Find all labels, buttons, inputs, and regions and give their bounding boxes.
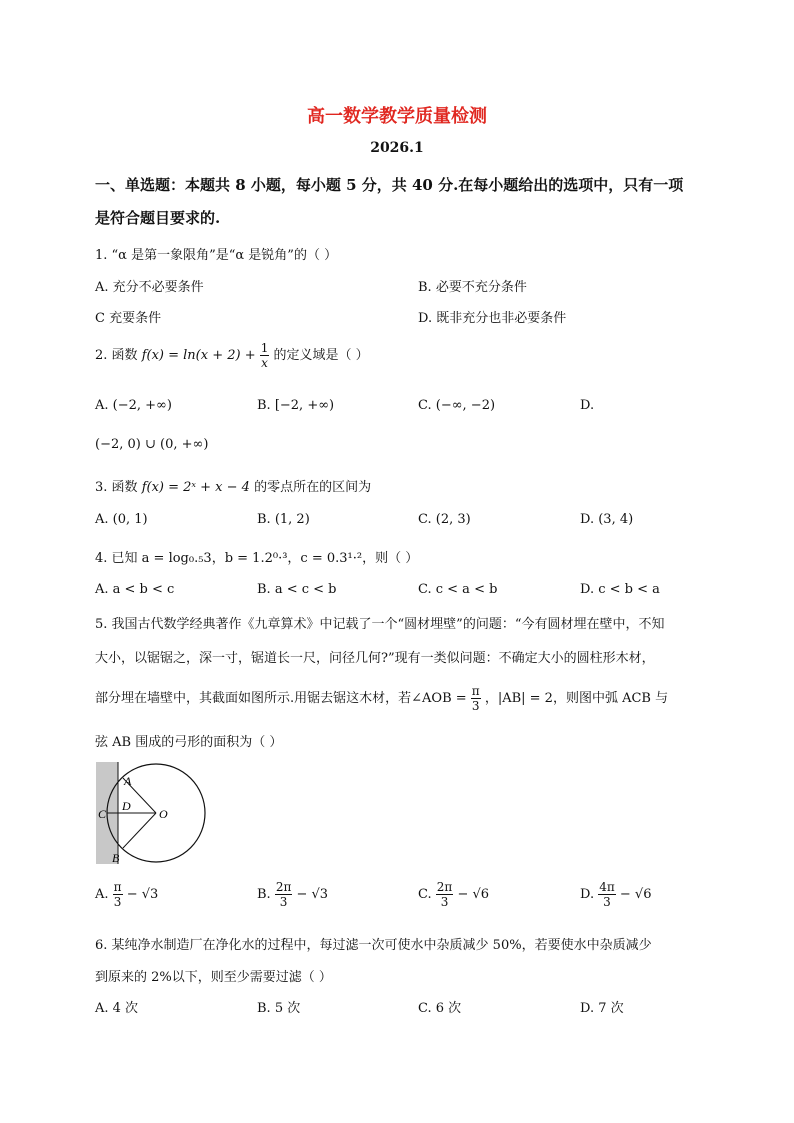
q5-c-num: 2π xyxy=(436,880,453,894)
q2-stem xyxy=(95,341,369,370)
q6-option-b: B. 5 次 xyxy=(257,1001,301,1016)
q2-function: f(x) = ln(x + 2) + xyxy=(141,348,256,363)
page-title: 高一数学教学质量检测 xyxy=(307,106,487,127)
q4-stem: 4. 已知 a = log₀.₅3，b = 1.2⁰·³，c = 0.3¹·²，则（ ） xyxy=(95,551,419,566)
q5-c-rest: − √6 xyxy=(457,887,490,902)
q6-option-c: C. 6 次 xyxy=(418,1001,462,1016)
q5-angle-den: 3 xyxy=(471,699,480,713)
label-b: B xyxy=(112,851,120,865)
q5-a-label: A. xyxy=(95,887,109,902)
label-d: D xyxy=(122,799,131,813)
section-heading-line1: 一、单选题：本题共 8 小题，每小题 5 分，共 40 分.在每小题给出的选项中，只有一项 xyxy=(95,176,684,194)
q4-option-a: A. a < b < c xyxy=(95,582,175,597)
q5-b-fraction xyxy=(275,880,293,909)
q5-circle-figure xyxy=(93,762,213,866)
q2-frac-denominator: x xyxy=(261,356,268,370)
q5-a-fraction xyxy=(113,880,123,909)
label-o: O xyxy=(159,807,168,821)
q5-line3-suffix: ，|AB| = 2，则图中弧 ACB 与 xyxy=(484,691,669,706)
q5-line4: 弦 AB 围成的弓形的面积为（ ） xyxy=(95,735,283,750)
q5-b-den: 3 xyxy=(279,895,288,909)
q2-option-a: A. (−2, +∞) xyxy=(95,398,172,413)
q3-suffix: 的零点所在的区间为 xyxy=(254,480,372,495)
q5-a-den: 3 xyxy=(113,895,122,909)
q4-option-d: D. c < b < a xyxy=(580,582,660,597)
q1-option-a: A. 充分不必要条件 xyxy=(95,280,204,295)
q1-option-c: C 充要条件 xyxy=(95,311,162,326)
q5-d-rest: − √6 xyxy=(619,887,652,902)
q5-a-rest: − √3 xyxy=(126,887,159,902)
radius-ob xyxy=(123,813,156,848)
q3-option-b: B. (1, 2) xyxy=(257,512,310,527)
q4-option-c: C. c < a < b xyxy=(418,582,498,597)
q2-frac-numerator: 1 xyxy=(260,341,269,355)
q1-option-d: D. 既非充分也非必要条件 xyxy=(418,311,567,326)
q5-line2: 大小，以锯锯之，深一寸，锯道长一尺，问径几何?”现有一类似问题：不确定大小的圆柱形木材， xyxy=(95,651,655,666)
q2-option-c: C. (−∞, −2) xyxy=(418,398,496,413)
q5-c-fraction xyxy=(436,880,454,909)
q5-line1: 5. 我国古代数学经典著作《九章算术》中记载了一个“圆材埋壁”的问题：“今有圆材埋在壁中，不知 xyxy=(95,617,665,632)
section-heading-line2: 是符合题目要求的. xyxy=(95,209,221,227)
q3-option-c: C. (2, 3) xyxy=(418,512,471,527)
q4-option-b: B. a < c < b xyxy=(257,582,337,597)
label-a: A xyxy=(124,774,132,788)
q6-option-d: D. 7 次 xyxy=(580,1001,624,1016)
exam-date: 2026.1 xyxy=(370,140,424,156)
q5-option-a xyxy=(95,880,158,909)
q5-d-label: D. xyxy=(580,887,595,902)
label-c: C xyxy=(98,807,107,821)
q6-line1: 6. 某纯净水制造厂在净化水的过程中，每过滤一次可使水中杂质减少 50%，若要使水中杂质减少 xyxy=(95,938,652,953)
q5-a-num: π xyxy=(113,880,122,894)
q5-line3 xyxy=(95,684,668,713)
q5-b-num: 2π xyxy=(275,880,292,894)
q2-option-d-value: (−2, 0) ∪ (0, +∞) xyxy=(95,437,209,452)
q2-option-b: B. [−2, +∞) xyxy=(257,398,335,413)
q5-c-label: C. xyxy=(418,887,432,902)
q5-d-num: 4π xyxy=(599,880,615,894)
q5-d-den: 3 xyxy=(603,895,611,909)
q1-stem: 1. “α 是第一象限角”是“α 是锐角”的（ ） xyxy=(95,248,338,263)
q5-b-label: B. xyxy=(257,887,271,902)
q6-option-a: A. 4 次 xyxy=(95,1001,139,1016)
q3-prefix: 3. 函数 xyxy=(95,480,138,495)
q5-option-d xyxy=(580,880,652,909)
q6-line2: 到原来的 2%以下，则至少需要过滤（ ） xyxy=(95,970,332,985)
q3-stem xyxy=(95,476,371,495)
q1-option-b: B. 必要不充分条件 xyxy=(418,280,527,295)
q5-angle-fraction xyxy=(471,684,481,713)
q2-option-d: D. xyxy=(580,398,595,413)
q3-function: f(x) = 2ˣ + x − 4 xyxy=(141,480,250,495)
q5-option-b xyxy=(257,880,328,909)
q5-option-c xyxy=(418,880,489,909)
q5-c-den: 3 xyxy=(440,895,449,909)
q5-angle-num: π xyxy=(471,684,480,698)
q5-d-fraction xyxy=(598,880,616,909)
q5-line3-prefix: 部分埋在墙壁中，其截面如图所示.用锯去锯这木材，若∠AOB = xyxy=(95,691,467,706)
q2-fraction xyxy=(260,341,270,370)
q5-b-rest: − √3 xyxy=(296,887,329,902)
q2-prefix: 2. 函数 xyxy=(95,348,138,363)
q2-suffix: 的定义域是（ ） xyxy=(273,348,369,363)
q3-option-d: D. (3, 4) xyxy=(580,512,634,527)
q3-option-a: A. (0, 1) xyxy=(95,512,148,527)
